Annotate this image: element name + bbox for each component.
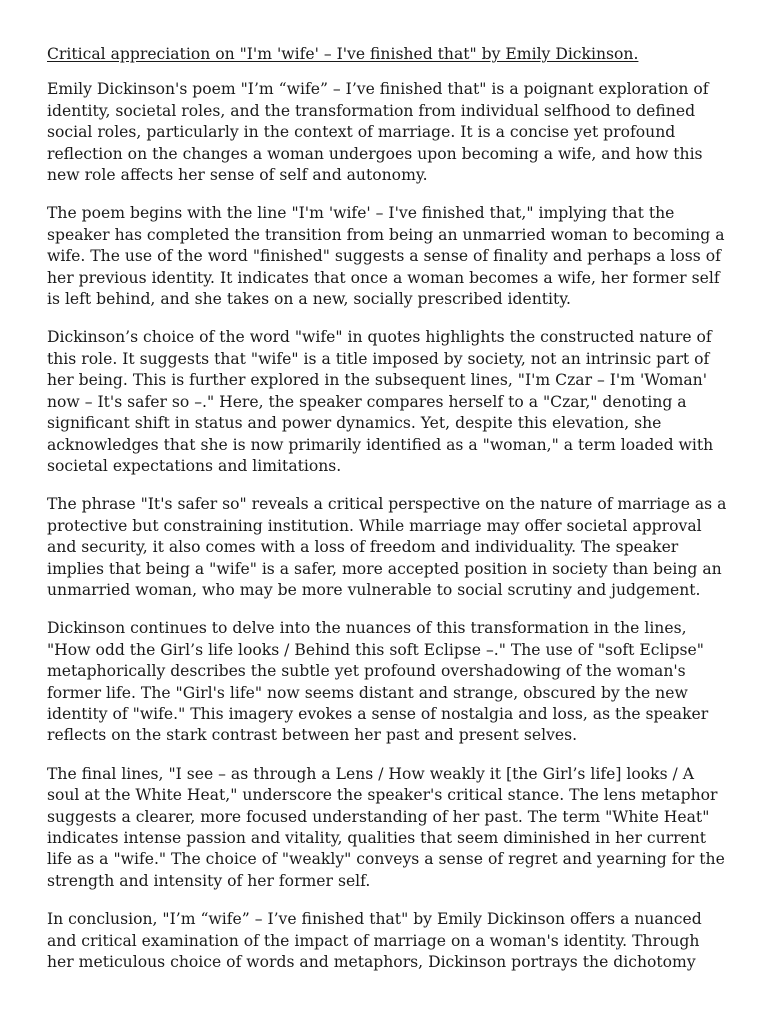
- paragraph-safer-so: The phrase "It's safer so" reveals a critical perspective on the nature of marriage as a protective but constraining institution. While marriage may offer societal approval and security, it also comes with a loss of freedom and individuality. The speaker implies that being a "wife" is a safer, more accepted position in society than being an unmarried woman, who may be more vulnerable to social scrutiny and judgement.: [47, 495, 727, 599]
- paragraph-opening-line: The poem begins with the line "I'm 'wife' – I've finished that," implying that the speaker has completed the transition from being an unmarried woman to becoming a wife. The use of the word "finished" suggests a sense of finality and perhaps a loss of her previous identity. It indicates that once a woman becomes a wife, her former self is left behind, and she takes on a new, socially prescribed identity.: [47, 204, 725, 309]
- paragraph-white-heat: The final lines, "I see – as through a Lens / How weakly it [the Girl’s life] looks / A soul at the White Heat," underscore the speaker's critical stance. The lens metaphor suggests a clearer, more focused understanding of her past. The term "White Heat" indicates intense passion and vitality, qualities that seem diminished in her current life as a "wife." The choice of "weakly" conveys a sense of regret and yearning for the strength and intensity of her former self.: [47, 764, 725, 890]
- paragraph-introduction: Emily Dickinson's poem "I’m “wife” – I’ve finished that" is a poignant exploration of identity, societal roles, and the transformation from individual selfhood to defined social roles, particularly in the context of marriage. It is a concise yet profound reflection on the changes a woman undergoes upon becoming a wife, and how this new role affects her sense of self and autonomy.: [47, 80, 709, 185]
- paragraph-wife-in-quotes: Dickinson’s choice of the word "wife" in quotes highlights the constructed nature of this role. It suggests that "wife" is a title imposed by society, not an intrinsic part of her being. This is further explored in the subsequent lines, "I'm Czar – I'm 'Woman' now – It's safer so –." Here, the speaker compares herself to a "Czar," denoting a significant shift in status and power dynamics. Yet, despite this elevation, she acknowledges that she is now primarily identified as a "woman," a term loaded with societal expectations and limitations.: [47, 328, 714, 475]
- document-title: Critical appreciation on "I'm 'wife' – I've finished that" by Emily Dickinson.: [47, 45, 639, 63]
- paragraph-soft-eclipse: Dickinson continues to delve into the nuances of this transformation in the lines, "How odd the Girl’s life looks / Behind this soft Eclipse –." The use of "soft Eclipse" metaphorically describes the subtle yet profound overshadowing of the woman's former life. The "Girl's life" now seems distant and strange, obscured by the new identity of "wife." This imagery evokes a sense of nostalgia and loss, as the speaker reflects on the stark contrast between her past and present selves.: [47, 619, 709, 745]
- paragraph-conclusion: In conclusion, "I’m “wife” – I’ve finished that" by Emily Dickinson offers a nuanced and critical examination of the impact of marriage on a woman's identity. Through her meticulous choice of words and metaphors, Dickinson portrays the dichotomy: [47, 910, 702, 972]
